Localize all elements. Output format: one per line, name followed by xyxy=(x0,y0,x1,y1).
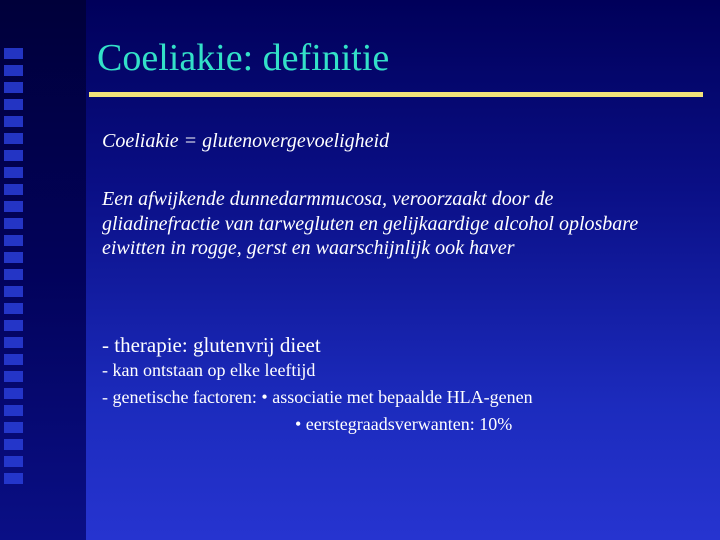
title-underline-rule xyxy=(89,92,703,97)
slide-title: Coeliakie: definitie xyxy=(97,37,390,79)
left-decorative-band xyxy=(0,0,86,540)
therapy-line: - therapie: glutenvrij dieet xyxy=(102,333,321,357)
description-paragraph: Een afwijkende dunnedarmmucosa, veroorzaakt door de gliadinefractie van tarwegluten en gelijkaardige alcohol oplosbare eiwitten in rogge, gerst en waarschijnlijk ook haver xyxy=(102,188,639,259)
definition-line: Coeliakie = glutenovergevoeligheid xyxy=(102,130,390,152)
genetic-factors-line: - genetische factoren: • associatie met bepaalde HLA-genen xyxy=(102,387,533,407)
first-degree-relatives-line: • eerstegraadsverwanten: 10% xyxy=(295,414,513,434)
onset-line: - kan ontstaan op elke leeftijd xyxy=(102,360,316,380)
decorative-square-pattern xyxy=(4,48,24,488)
